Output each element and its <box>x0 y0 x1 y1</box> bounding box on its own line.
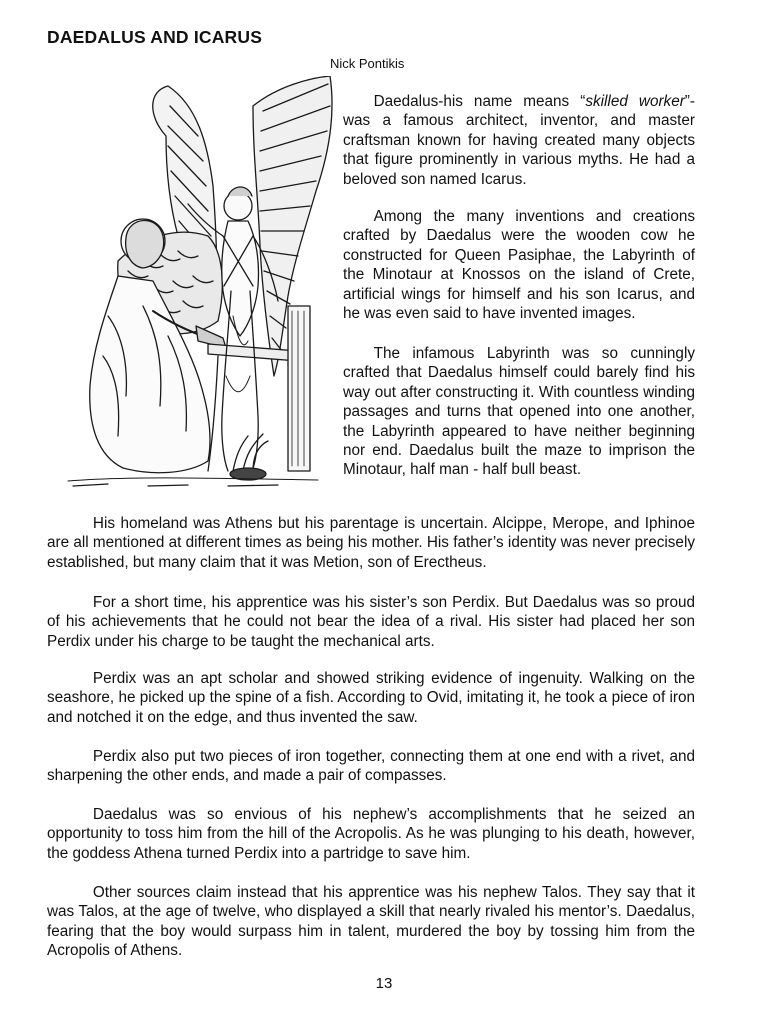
paragraph: Daedalus-his name means “skilled worker”- was a famous architect, inventor, and master craftsman known for having created many objects that figure prominently in various myths. He had a beloved son named Icarus. <box>343 93 695 188</box>
author-name: Nick Pontikis <box>330 56 405 71</box>
paragraph: Perdix was an apt scholar and showed striking evidence of ingenuity. Walking on the seashore, he picked up the spine of a fish. According to Ovid, imitating it, he took a piece of iron and notched it on the edge, and thus invented the saw. <box>47 670 695 726</box>
paragraph: Among the many inventions and creations crafted by Daedalus were the wooden cow he constructed for Queen Pasiphae, the Labyrinth of the Minotaur at Knossos on the island of Crete, artificial wings for himself and his son Icarus, and he was even said to have invented images. <box>343 208 695 323</box>
paragraph: His homeland was Athens but his parentage is uncertain. Alcippe, Merope, and Iphinoe are all mentioned at different times as being his mother. His father’s identity was never precisely established, but many claim that it was Metion, son of Erectheus. <box>47 515 695 571</box>
paragraph: Other sources claim instead that his apprentice was his nephew Talos. They say that it was Talos, at the age of twelve, who displayed a skill that nearly rivaled his mentor’s. Daedalus, fearing that the boy would surpass him in talent, murdered the boy by tossing him from the Acropolis of Athens. <box>47 884 695 960</box>
daedalus-icarus-illustration <box>48 76 338 490</box>
paragraph: The infamous Labyrinth was so cunningly crafted that Daedalus himself could barely find his way out after constructing it. With countless winding passages and turns that opened into one another, the Labyrinth appeared to have neither beginning nor end. Daedalus built the maze to imprison the Minotaur, half man - half bull beast. <box>343 345 695 479</box>
paragraph: Perdix also put two pieces of iron together, connecting them at one end with a rivet, and sharpening the other ends, and made a pair of compasses. <box>47 748 695 785</box>
paragraph: Daedalus was so envious of his nephew’s accomplishments that he seized an opportunity to toss him from the hill of the Acropolis. As he was plunging to his death, however, the goddess Athena turned Perdix into a partridge to save him. <box>47 806 695 862</box>
page-title: DAEDALUS AND ICARUS <box>47 27 263 47</box>
paragraph: For a short time, his apprentice was his sister’s son Perdix. But Daedalus was so proud of his achievements that he could not bear the idea of a rival. His sister had placed her son Perdix under his charge to be taught the mechanical arts. <box>47 594 695 650</box>
page-number: 13 <box>375 975 393 992</box>
